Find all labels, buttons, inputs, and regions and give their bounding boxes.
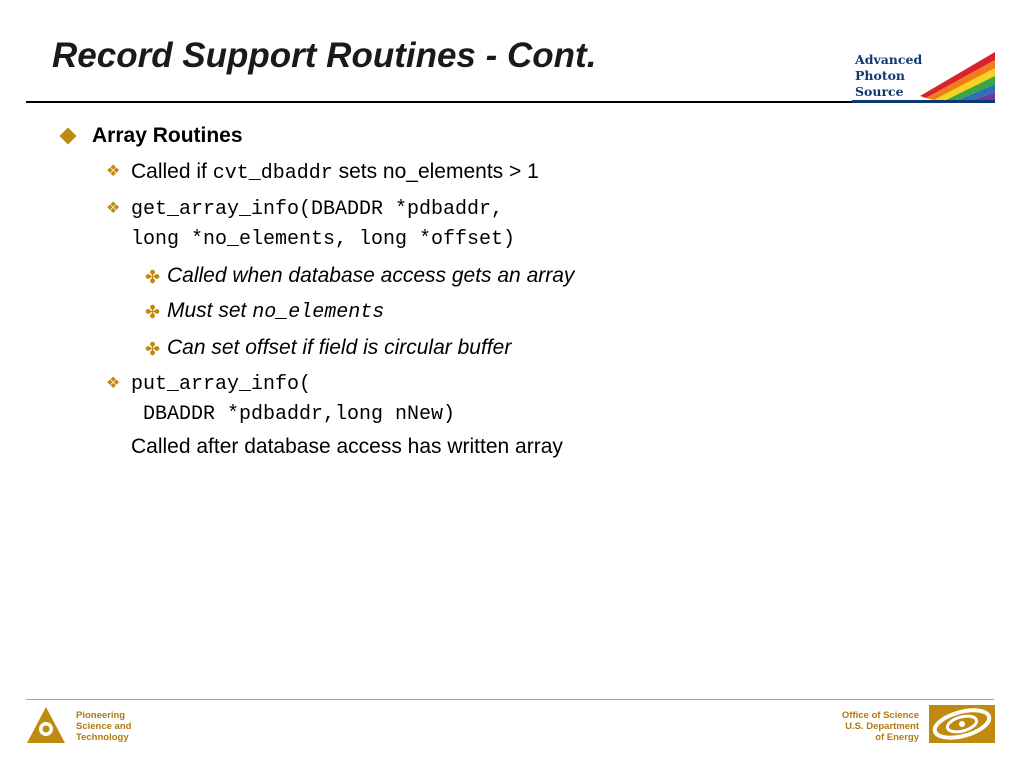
footer-right-line-3: of Energy [875,732,919,743]
star-bullet-icon: ❖ [106,200,121,217]
footer-right-line-2: U.S. Department [845,721,919,732]
footer-left-line-3: Technology [76,732,129,743]
text-sets-no-elements: sets no_elements > 1 [332,160,539,183]
footer-left-line-2: Science and [76,721,132,732]
footer-right-line-1: Office of Science [841,710,919,721]
cross-bullet-icon: ✤ [145,267,161,287]
heading-array-routines: Array Routines [92,124,243,147]
code-get-array-info-line1: get_array_info(DBADDR *pdbaddr, [131,198,504,221]
text-called-after: Called after database access has written array [131,435,563,458]
diamond-bullet-icon [60,128,77,145]
code-put-array-info-line2: DBADDR *pdbaddr,long nNew) [131,403,456,426]
sub-bullet-must-set [167,299,384,324]
cross-bullet-icon: ✤ [145,302,161,322]
logo-line-3: Source [855,84,904,99]
footer-pioneering-text [76,710,131,743]
doe-logo-icon [928,704,996,744]
page-title: Record Support Routines - Cont. [52,36,597,75]
text-called-if: Called if [131,160,213,183]
sub-bullet-called-when: Called when database access gets an array [167,264,575,287]
star-bullet-icon: ❖ [106,375,121,392]
star-bullet-icon: ❖ [106,163,121,180]
text-must-set: Must set [167,299,253,322]
footer-left-line-1: Pioneering [76,710,126,721]
code-cvt-dbaddr: cvt_dbaddr [212,162,333,185]
footer-divider [26,699,994,700]
bullet-called-if [131,160,539,185]
code-put-array-info-line1: put_array_info( [131,373,312,396]
cross-bullet-icon: ✤ [145,339,161,359]
code-no-elements: no_elements [252,301,385,324]
logo-line-1: Advanced [855,52,923,67]
argonne-logo-icon [25,705,67,745]
code-get-array-info-line2: long *no_elements, long *offset) [131,228,516,251]
logo-line-2: Photon [855,68,906,83]
sub-bullet-can-set-offset: Can set offset if field is circular buffer [167,336,512,359]
footer-office-text [842,710,919,743]
